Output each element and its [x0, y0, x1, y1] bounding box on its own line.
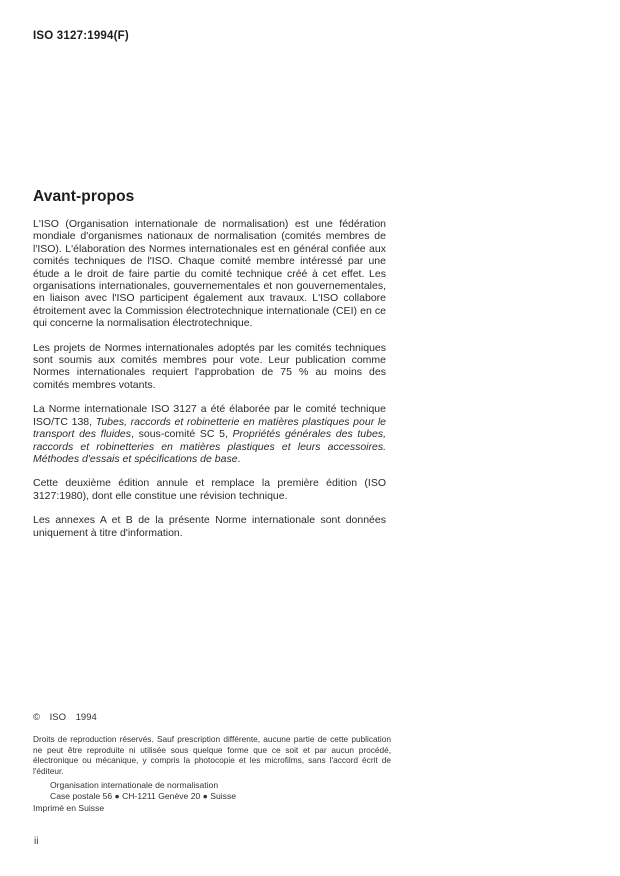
text-segment: , sous-comité SC 5,: [131, 428, 233, 441]
foreword-paragraph: [33, 477, 386, 502]
text-segment: Les projets de Normes internationales adoptés par les comités techniques sont soumis aux comités membres pour vote. Leur publication comme Normes internationales requiert l'approbation de 75 % au moins des comités membres votants.: [33, 341, 386, 391]
italic-text-segment: Tubes, raccords et robinetterie en matières plastiques pour le transport des fluides: [33, 415, 386, 441]
publisher-name: Organisation internationale de normalisation: [50, 780, 219, 790]
document-reference-header: ISO 3127:1994(F): [33, 30, 129, 42]
foreword-paragraph: [33, 514, 386, 539]
italic-text-segment: Propriétés générales des tubes, raccords et robinetteries en matières plastiques et leurs accessoires. Méthodes d'essais et spécifications de base: [33, 428, 386, 465]
foreword-body: [33, 218, 386, 551]
publisher-block: [50, 780, 236, 801]
copyright-notice: Droits de reproduction réservés. Sauf prescription différente, aucune partie de cette publication ne peut être reproduite ni utilisée sous quelque forme que ce soit et par aucun procédé, électronique ou mécanique, y compris la photocopie et les microfilms, sans l'accord écrit de l'éditeur.: [33, 734, 391, 776]
foreword-paragraph: [33, 218, 386, 330]
publisher-address: Case postale 56 ● CH-1211 Genève 20 ● Suisse: [50, 790, 237, 801]
text-segment: .: [237, 452, 241, 465]
text-segment: La Norme internationale ISO 3127 a été élaborée par le comité technique ISO/TC 138,: [33, 403, 386, 428]
foreword-paragraph: [33, 342, 386, 392]
text-segment: Cette deuxième édition annule et remplace la première édition (ISO 3127:1980), dont elle constitue une révision technique.: [33, 477, 386, 502]
text-segment: Les annexes A et B de la présente Norme internationale sont données uniquement à titre d'information.: [33, 514, 386, 539]
text-segment: L'ISO (Organisation internationale de normalisation) est une fédération mondiale d'organismes nationaux de normalisation (comités membres de l'ISO). L'élaboration des Normes internationales est en général confiée aux comités techniques de l'ISO. Chaque comité membre intéressé par une étude a le droit de faire partie du comité technique créé à cet effet. Les organisations internationales, gouvernementales et non gouvernementales, en liaison avec l'ISO participent également aux travaux. L'ISO collabore étroitement avec la Commission électrotechnique internationale (CEI) en ce qui concerne la normalisation électrotechnique.: [33, 218, 386, 330]
foreword-paragraph: [33, 403, 386, 465]
copyright-line: © ISO 1994: [33, 712, 97, 723]
foreword-title: Avant-propos: [33, 188, 135, 205]
printed-in-line: Imprimé en Suisse: [33, 803, 105, 813]
page-number: ii: [34, 836, 39, 847]
